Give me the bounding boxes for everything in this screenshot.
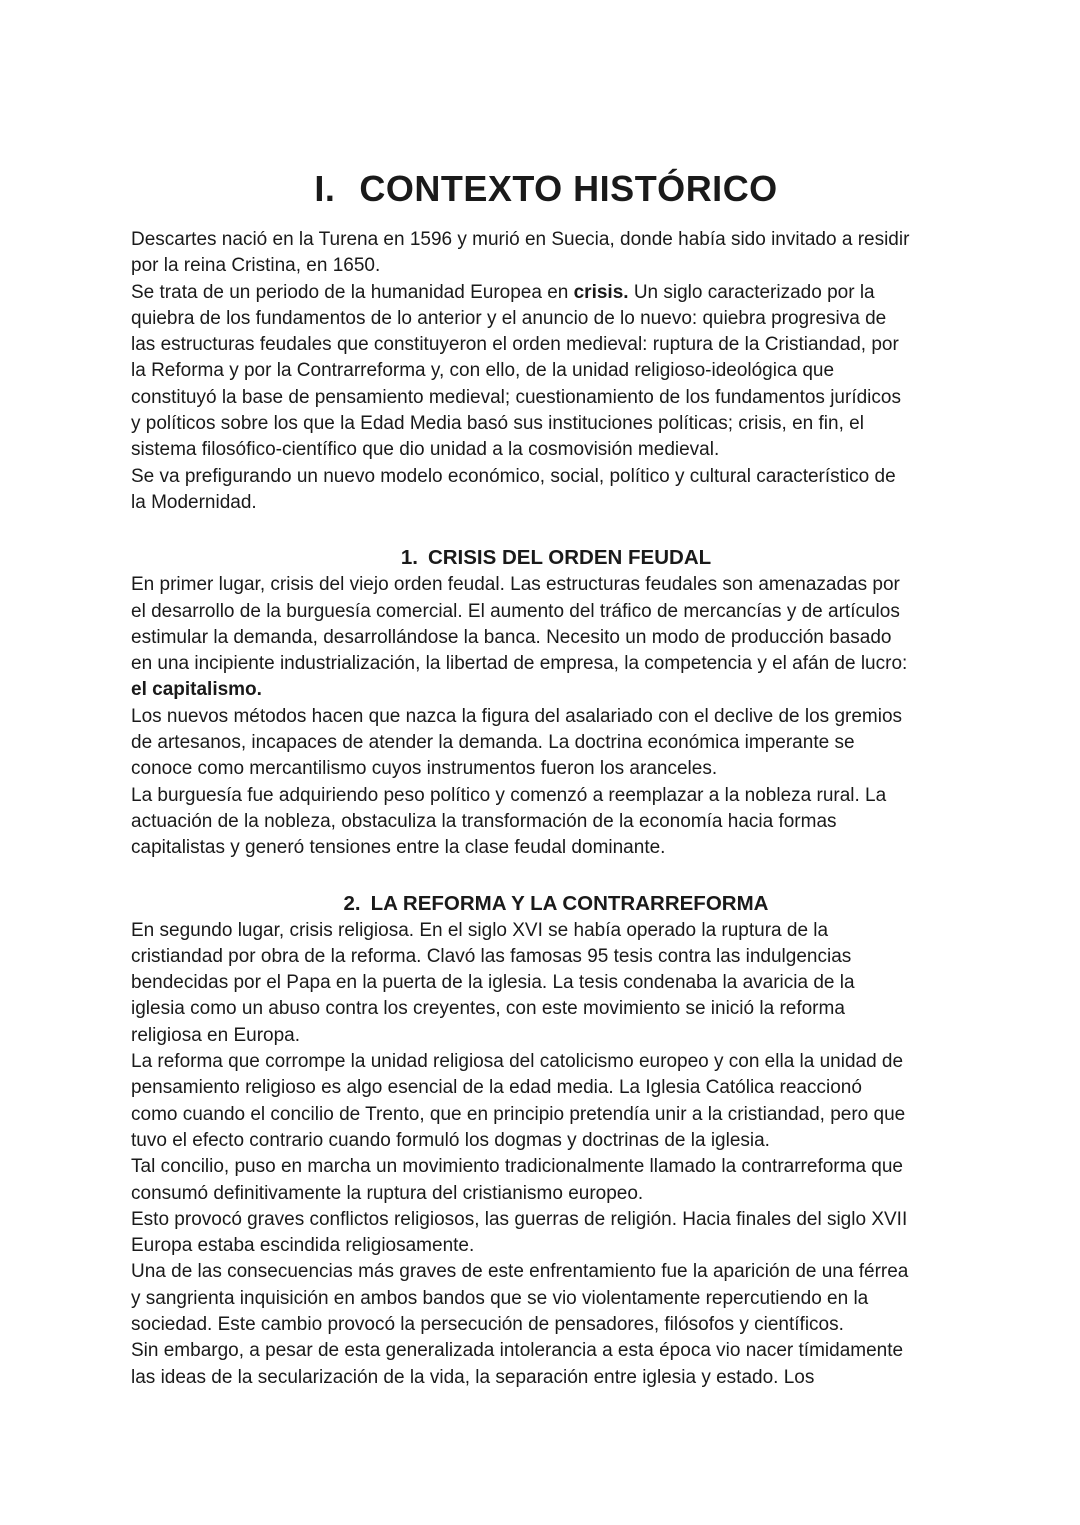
- section2-paragraph-1: [131, 918, 961, 1049]
- section-title: LA REFORMA Y LA CONTRARREFORMA: [370, 891, 769, 915]
- title-text: CONTEXTO HISTÓRICO: [359, 168, 778, 209]
- text-line: La reforma que corrompe la unidad religiosa del catolicismo europeo y con ella la unidad de: [131, 1051, 904, 1073]
- section1-paragraph-2: [131, 704, 961, 783]
- text-line: Esto provocó graves conflictos religiosos, las guerras de religión. Hacia finales del siglo XVII: [131, 1208, 908, 1230]
- text-line: tuvo el efecto contrario cuando formuló los dogmas y doctrinas de la iglesia.: [131, 1129, 770, 1151]
- text-line: como cuando el concilio de Trento, que en principio pretendía unir a la cristiandad, pero que: [131, 1103, 906, 1125]
- text-line: estimular la demanda, desarrollándose la banca. Necesito un modo de producción basado: [131, 626, 892, 648]
- spacer: [131, 516, 961, 543]
- text-line: por la reina Cristina, en 1650.: [131, 255, 381, 277]
- text-line: constituyó la base de pensamiento medieval; cuestionamiento de los fundamentos jurídicos: [131, 386, 901, 408]
- section1-paragraph-1: [131, 572, 961, 703]
- text-line: Sin embargo, a pesar de esta generalizada intolerancia a esta época vio nacer tímidamente: [131, 1340, 904, 1362]
- text-line: de artesanos, incapaces de atender la demanda. La doctrina económica imperante se: [131, 732, 855, 754]
- text-line: sistema filosófico-científico que dio unidad a la cosmovisión medieval.: [131, 439, 720, 461]
- text-line: actuación de la nobleza, obstaculiza la transformación de la economía hacia formas: [131, 810, 837, 832]
- text-line: Se trata de un periodo de la humanidad Europea en: [131, 281, 574, 303]
- text-line: la Modernidad.: [131, 491, 257, 513]
- section2-paragraph-3: [131, 1154, 961, 1207]
- text-line: el desarrollo de la burguesía comercial. El aumento del tráfico de mercancías y de artículos: [131, 600, 900, 622]
- bold-term-crisis: crisis.: [573, 281, 629, 303]
- section-number: 1.: [400, 546, 418, 570]
- text-line: y sangrienta inquisición en ambos bandos que se vio violentamente repercutiendo en la: [131, 1287, 869, 1309]
- text-line: sociedad. Este cambio provocó la persecución de pensadores, filósofos y científicos.: [131, 1313, 844, 1335]
- text-line: la Reforma y por la Contrarreforma y, con ello, de la unidad religioso-ideológica que: [131, 360, 835, 382]
- intro-paragraph-1: [131, 227, 961, 280]
- text-line: Europa estaba escindida religiosamente.: [131, 1235, 475, 1257]
- bold-term-capitalismo: el capitalismo.: [131, 679, 262, 701]
- section2-paragraph-4: [131, 1207, 961, 1260]
- text-line: cristiandad por obra de la reforma. Clavó las famosas 95 tesis contra las indulgencias: [131, 945, 852, 967]
- text-line: las estructuras feudales que constituyeron el orden medieval: ruptura de la Cristiandad, por: [131, 334, 899, 356]
- section1-paragraph-3: [131, 783, 961, 862]
- document-page: [131, 167, 961, 1391]
- text-line: Tal concilio, puso en marcha un movimiento tradicionalmente llamado la contrarreforma que: [131, 1156, 903, 1178]
- text-line: iglesia como un abuso contra los creyentes, con este movimiento se inició la reforma: [131, 998, 845, 1020]
- section-number: 2.: [343, 891, 361, 915]
- text-line: y políticos sobre los que la Edad Media basó sus instituciones políticas; crisis, en fin, el: [131, 413, 864, 435]
- text-line: La burguesía fue adquiriendo peso político y comenzó a reemplazar a la nobleza rural. La: [131, 784, 887, 806]
- text-line: las ideas de la secularización de la vida, la separación entre iglesia y estado. Los: [131, 1366, 815, 1388]
- text-line: capitalistas y generó tensiones entre la clase feudal dominante.: [131, 837, 666, 859]
- section-heading-2: [131, 889, 961, 918]
- section-heading-1: [131, 543, 961, 572]
- section2-paragraph-5: [131, 1259, 961, 1338]
- intro-paragraph-2: [131, 280, 961, 464]
- text-line: Descartes nació en la Turena en 1596 y murió en Suecia, donde había sido invitado a residir: [131, 229, 910, 250]
- spacer: [131, 862, 961, 889]
- text-line: pensamiento religioso es algo esencial de la edad media. La Iglesia Católica reaccionó: [131, 1077, 862, 1099]
- text-line: quiebra de los fundamentos de lo anterior y el anuncio de lo nuevo: quiebra progresiva de: [131, 307, 887, 329]
- section2-paragraph-6: [131, 1338, 961, 1391]
- page-title: [131, 167, 961, 211]
- text-line: religiosa en Europa.: [131, 1024, 300, 1046]
- text-line: Un siglo caracterizado por la: [628, 281, 875, 303]
- text-line: En primer lugar, crisis del viejo orden feudal. Las estructuras feudales son amenazadas por: [131, 574, 900, 596]
- text-line: en una incipiente industrialización, la libertad de empresa, la competencia y el afán de lucro:: [131, 653, 908, 675]
- intro-paragraph-3: [131, 464, 961, 517]
- text-line: Los nuevos métodos hacen que nazca la figura del asalariado con el declive de los gremios: [131, 705, 903, 727]
- section2-paragraph-2: [131, 1049, 961, 1154]
- section-title: CRISIS DEL ORDEN FEUDAL: [427, 546, 712, 570]
- text-line: Una de las consecuencias más graves de este enfrentamiento fue la aparición de una férrea: [131, 1261, 909, 1283]
- text-line: bendecidas por el Papa en la puerta de la iglesia. La tesis condenaba la avaricia de la: [131, 972, 855, 994]
- text-line: conoce como mercantilismo cuyos instrumentos fueron los aranceles.: [131, 758, 718, 780]
- text-line: consumó definitivamente la ruptura del cristianismo europeo.: [131, 1182, 644, 1204]
- text-line: Se va prefigurando un nuevo modelo económico, social, político y cultural característico de: [131, 465, 896, 487]
- title-number: I.: [314, 168, 336, 209]
- text-line: En segundo lugar, crisis religiosa. En el siglo XVI se había operado la ruptura de la: [131, 919, 829, 941]
